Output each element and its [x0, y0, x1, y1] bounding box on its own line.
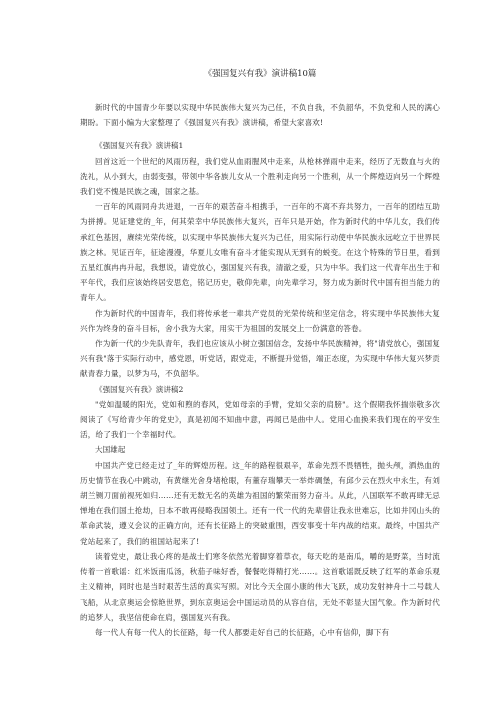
intro-paragraph: 新时代的中国青少年要以实现中华民族伟大复兴为己任，不负自我，不负韶华，不负党和人民的满心期盼。下面小编为大家整理了《强国复兴有我》演讲稿，希望大家喜欢! [80, 103, 440, 128]
speech2-paragraph: 读着党史，最让我心疼的是战士们寒冬依然光着脚穿着草衣，每天吃的是南瓜，嚼的是野菜，当时流传着一首歌谣：红米饭南瓜汤，秋茄子味好香，餐餐吃得精打光……。这首歌谣既反映了红军的革命乐观主义精神，同时也是当时艰苦生活的真实写照。对比今天全面小康的伟大飞跃，成功发射神舟十二号载人飞船，从北京奥运会惊艳世界，到东京奥运会中国运动员的从容自信，无处不彰显大国气象。作为新时代的追梦人，我坚信使命在肩，强国复兴有我。 [80, 551, 440, 622]
speech2-paragraph: 每一代人有每一代人的长征路，每一代人都要走好自己的长征路，心中有信仰，脚下有 [95, 627, 390, 637]
speech2-paragraph: 中国共产党已经走过了_年的辉煌历程。这_年的路程很艰辛，革命先烈不畏牺牲，抛头颅，洒热血的历史情节在我心中跳动，有黄继光舍身堵枪眼，有董存瑞攀天一举炸碉堡，有邱少云在烈火中永生，有刘胡兰铡刀面前视死如归……还有无数无名的英雄为祖国的繁荣而努力奋斗。从此，八国联军不敢再肆无忌惮地在我们国土抢劫，日本不敢再侵略我国领土。还有一代一代的先辈借让我永世难忘，比如井冈山头的革命武装，遵义会议的正确方向，还有长征路上的突破重围，西安事变十年内战的结束。最终，中国共产党站起来了，我们的祖国站起来了! [80, 460, 440, 546]
spacer [80, 130, 440, 138]
speech2-paragraph: "党如温暖的阳光，党如和煦的春风，党如母亲的手臂，党如父亲的肩膀"。这个假期我怀揣崇敬多次阅读了《写给青少年的党史》，真是初闻不知曲中意，再闻已是曲中人。党用心血换来我们现在的平安生活，给了我们一个幸福时代。 [80, 399, 440, 440]
speech2-heading: 《强国复兴有我》演讲稿2 [95, 384, 184, 394]
speech1-heading: 《强国复兴有我》演讲稿1 [95, 141, 184, 151]
speech1-paragraph: 一百年的风雨同舟共进退，一百年的艰苦奋斗相携手，一百年的不离不弃共努力，一百年的团结互助为拼搏。见证建党的_年，何其荣幸中华民族伟大复兴，百年只是开始，作为新时代的中华儿女，我们传承红色基因，赓续光荣传统，以实现中华民族伟大复兴为己任，用实际行动使中华民族永远屹立于世界民族之林。见证百年，征途漫漫，华夏儿女唯有奋斗才能实现从无到有的蜕变。在这个特殊的节日里，看到五星红旗冉冉升起，我想说，请党放心，强国复兴有我，清澈之爱，只为中华。我们这一代青年出生于和平年代，我们应该始终居安思危，铭记历史，敬仰先辈，向先辈学习，努力成为新时代中国有担当能力的青年人。 [80, 202, 440, 303]
speech1-paragraph: 回首这近一个世纪的风雨历程，我们党从血雨腥风中走来，从枪林弹雨中走来，经历了无数血与火的洗礼，从小到大，由弱变强，带领中华各族儿女从一个胜利走向另一个胜利，从一个辉煌迈向另一个辉煌我们党不愧是民族之魂，国家之基。 [80, 156, 440, 197]
document-title: 《强国复兴有我》演讲稿10篇 [203, 69, 317, 79]
speech1-paragraph: 作为新一代的少先队青年，我们也应该从小树立强国信念，发扬中华民族精神，将"请党放心，强国复兴有我"落于实际行动中，感党恩，听党话，跟党走，不断提升觉悟，端正态度，为实现中华伟大复兴梦贡献青春力量，以梦为马，不负韶华。 [80, 339, 440, 379]
section-heading: 大国雄起 [95, 445, 126, 455]
speech1-paragraph: 作为新时代的中国青年，我们将传承老一辈共产党员的光荣传统和坚定信念，将实现中华民族伟大复兴作为终身的奋斗目标，舍小我为大家，用实干为祖国的发展交上一份满意的答卷。 [80, 308, 440, 333]
